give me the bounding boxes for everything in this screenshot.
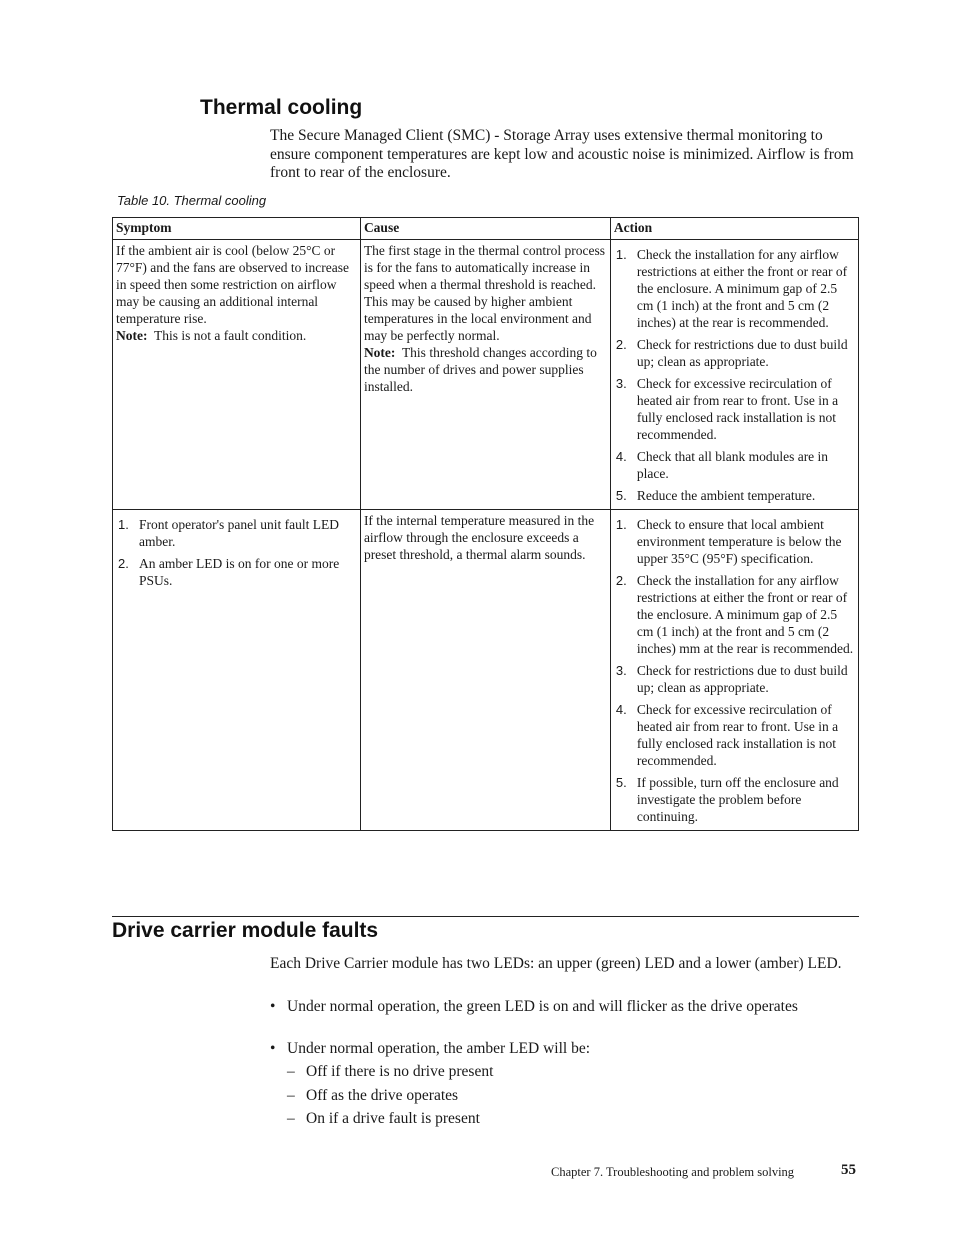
cause-cell xyxy=(360,240,610,510)
note-label: Note: xyxy=(363,345,396,360)
item-text: Check for restrictions due to dust build up; clean as appropriate. xyxy=(636,337,848,369)
section-title-drive-carrier-faults: Drive carrier module faults xyxy=(112,919,379,942)
bullet-list xyxy=(270,997,855,1016)
list-item xyxy=(614,375,854,443)
sub-list-item xyxy=(287,1109,480,1128)
list-item xyxy=(614,516,854,567)
item-number: 2. xyxy=(615,573,627,588)
item-text: Front operator's panel unit fault LED amber. xyxy=(139,517,340,549)
action-list xyxy=(614,246,854,504)
list-item xyxy=(116,516,356,550)
section-intro-paragraph: The Secure Managed Client (SMC) - Storage Array uses extensive thermal monitoring to ensure component temperatures are kept low and acoustic noise is minimized. Airflow is from front to rear of the enclosure. xyxy=(270,127,854,181)
note-label: Note: xyxy=(116,328,148,343)
item-text: Check for excessive recirculation of heated air from rear to front. Use in a fully enclosed rack installation is not recommended. xyxy=(636,376,839,442)
note-text: This is not a fault condition. xyxy=(154,328,307,343)
list-item xyxy=(116,555,356,589)
item-text: If possible, turn off the enclosure and investigate the problem before continuing. xyxy=(636,775,839,824)
item-number: 3. xyxy=(615,663,627,678)
bullet-mark: • xyxy=(270,998,276,1015)
item-text: Check for excessive recirculation of heated air from rear to front. Use in a fully enclosed rack installation is not recommended. xyxy=(636,702,839,768)
item-text: Check to ensure that local ambient environment temperature is below the upper 35°C (95°F) specification. xyxy=(636,517,842,566)
symptom-cell xyxy=(113,240,361,510)
list-item xyxy=(614,774,854,825)
list-item xyxy=(614,701,854,769)
note-text: This threshold changes according to the number of drives and power supplies installed. xyxy=(363,345,597,394)
symptom-cell xyxy=(113,510,361,831)
table-caption: Table 10. Thermal cooling xyxy=(117,193,267,208)
list-item xyxy=(270,997,855,1016)
sub-list-item xyxy=(287,1062,493,1081)
dash-mark: – xyxy=(287,1110,295,1127)
action-cell xyxy=(610,240,858,510)
item-number: 4. xyxy=(615,702,627,717)
bullet-mark: • xyxy=(270,1040,276,1057)
page-number: 55 xyxy=(841,1162,856,1178)
cause-cell xyxy=(360,510,610,831)
list-item xyxy=(270,1039,855,1058)
item-number: 5. xyxy=(615,775,627,790)
header-cause: Cause xyxy=(360,218,610,240)
action-list xyxy=(614,516,854,825)
item-number: 2. xyxy=(118,556,129,571)
item-text: Check the installation for any airflow restrictions at either the front or rear of the enclosure. A minimum gap of 2.5 cm (1 inch) at the front and 5 cm (2 inches) mm at the rear is recommended. xyxy=(636,573,854,656)
section-intro-paragraph: Each Drive Carrier module has two LEDs: an upper (green) LED and a lower (amber) LED. xyxy=(270,955,842,972)
item-text: Off as the drive operates xyxy=(306,1087,459,1104)
header-action: Action xyxy=(610,218,858,240)
dash-mark: – xyxy=(287,1087,295,1104)
section-divider xyxy=(112,916,859,917)
cause-text: If the internal temperature measured in the airflow through the enclosure exceeds a preset threshold, a thermal alarm sounds. xyxy=(363,513,595,562)
dash-mark: – xyxy=(287,1063,295,1080)
header-symptom: Symptom xyxy=(113,218,361,240)
thermal-cooling-table xyxy=(112,217,859,831)
item-number: 1. xyxy=(615,247,627,262)
section-title-thermal-cooling: Thermal cooling xyxy=(200,96,363,119)
item-text: Check for restrictions due to dust build up; clean as appropriate. xyxy=(636,663,848,695)
item-text: Off if there is no drive present xyxy=(306,1063,494,1080)
action-cell xyxy=(610,510,858,831)
footer-chapter-title: Chapter 7. Troubleshooting and problem solving xyxy=(551,1165,795,1179)
item-number: 5. xyxy=(615,488,627,503)
item-text: Reduce the ambient temperature. xyxy=(636,488,816,503)
list-item xyxy=(614,487,854,504)
list-item xyxy=(614,572,854,657)
item-text: An amber LED is on for one or more PSUs. xyxy=(139,556,340,588)
item-number: 3. xyxy=(615,376,627,391)
item-text: On if a drive fault is present xyxy=(306,1110,480,1127)
cause-text: The first stage in the thermal control process is for the fans to automatically increase in speed when a thermal threshold is reached. This may be caused by higher ambient temperatures in the local environment and may be perfectly normal. xyxy=(363,243,605,343)
list-item xyxy=(614,336,854,370)
table-header-row xyxy=(113,218,859,240)
item-text: Under normal operation, the green LED is on and will flicker as the drive operates xyxy=(287,998,798,1015)
symptom-note xyxy=(116,327,356,344)
list-item xyxy=(614,662,854,696)
item-number: 2. xyxy=(615,337,627,352)
item-number: 4. xyxy=(615,449,627,464)
cause-note xyxy=(364,344,606,395)
table-row xyxy=(113,510,859,831)
list-item xyxy=(614,246,854,331)
sub-list-item xyxy=(287,1086,458,1105)
item-number: 1. xyxy=(615,517,627,532)
symptom-text: If the ambient air is cool (below 25°C or 77°F) and the fans are observed to increase in speed then some restriction on airflow may be causing an additional internal temperature rise. xyxy=(116,243,349,326)
symptom-list xyxy=(116,516,356,589)
bullet-list xyxy=(270,1039,855,1058)
item-text: Under normal operation, the amber LED will be: xyxy=(287,1040,591,1057)
table-row xyxy=(113,240,859,510)
list-item xyxy=(614,448,854,482)
item-text: Check that all blank modules are in place. xyxy=(636,449,829,481)
item-text: Check the installation for any airflow restrictions at either the front or rear of the enclosure. A minimum gap of 2.5 cm (1 inch) at the front and 5 cm (2 inches) at the rear is recommended. xyxy=(636,247,848,330)
item-number: 1. xyxy=(118,517,129,532)
